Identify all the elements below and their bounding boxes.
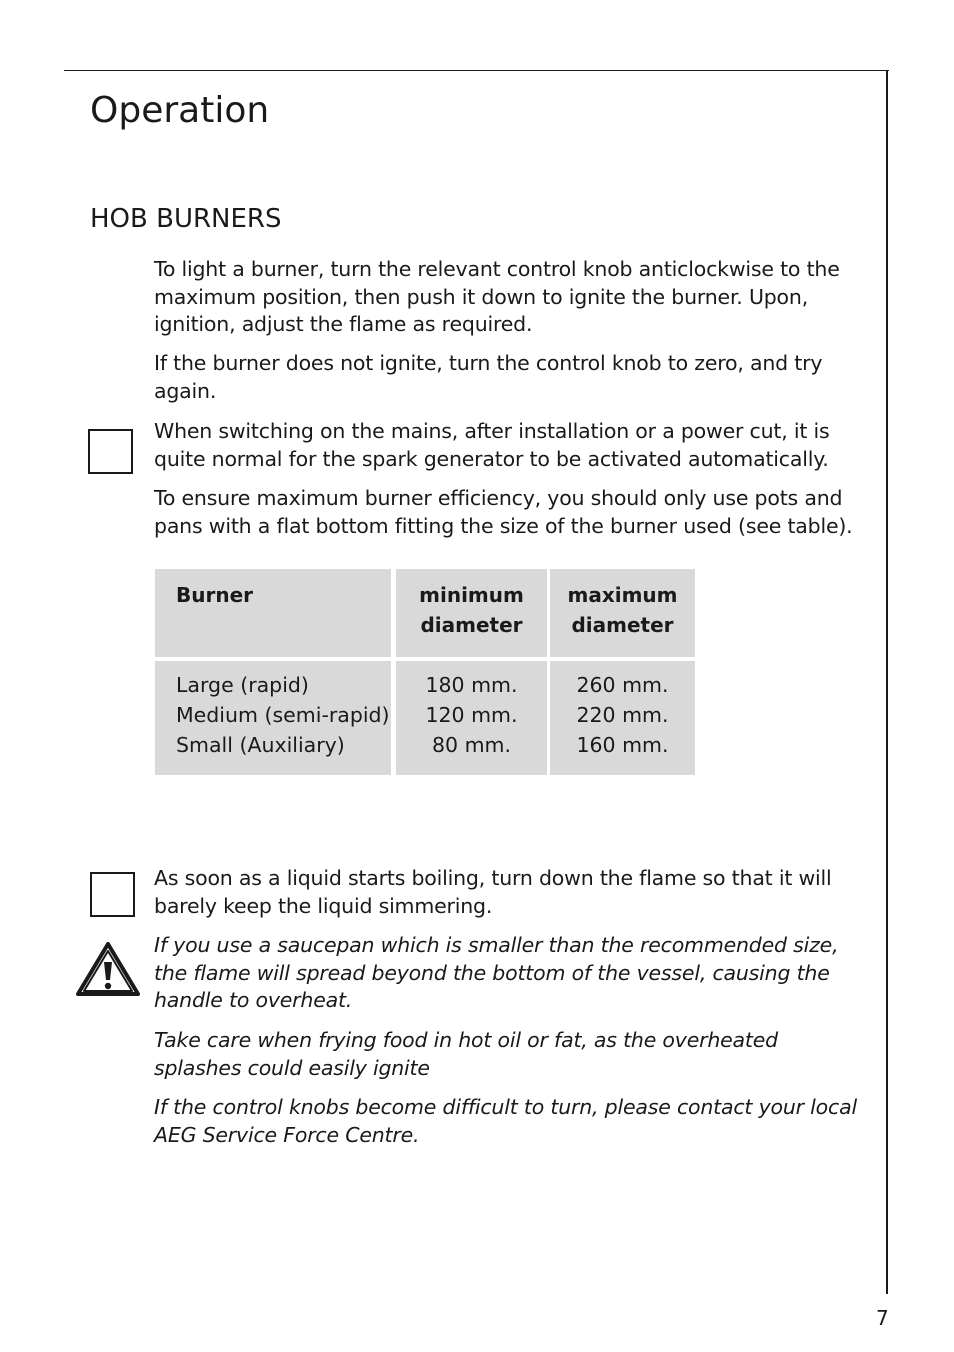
right-margin-rule — [886, 70, 888, 1294]
note-box-icon — [88, 429, 133, 474]
table-cell-max: 220 mm. — [576, 703, 669, 727]
warning-hot-oil: Take care when frying food in hot oil or fat, as the overheated splashes could easily ignite — [154, 1028, 778, 1080]
table-cell-max: 260 mm. — [576, 673, 669, 697]
page-title: Operation — [90, 90, 270, 131]
column-minimum-values — [396, 670, 547, 760]
header-max-line-1: maximum — [567, 583, 678, 607]
column-maximum-values — [550, 670, 695, 760]
header-maximum-diameter — [550, 580, 695, 640]
paragraph-retry: If the burner does not ignite, turn the control knob to zero, and try again. — [154, 351, 823, 403]
warning-triangle-icon — [74, 940, 142, 998]
table-cell-burner: Small (Auxiliary) — [176, 733, 345, 757]
header-min-line-2: diameter — [420, 613, 523, 637]
table-cell-burner: Medium (semi-rapid) — [176, 703, 390, 727]
page-number: 7 — [876, 1306, 889, 1330]
column-burner-names — [176, 670, 390, 760]
table-cell-max: 160 mm. — [576, 733, 669, 757]
header-burner: Burner — [176, 583, 254, 607]
header-minimum-diameter — [396, 580, 547, 640]
header-min-line-1: minimum — [419, 583, 524, 607]
paragraph-efficiency: To ensure maximum burner efficiency, you should only use pots and pans with a flat bottom fitting the size of the burner used (see table). — [154, 486, 853, 538]
table-cell-min: 180 mm. — [425, 673, 518, 697]
paragraph-simmering: As soon as a liquid starts boiling, turn down the flame so that it will barely keep the liquid simmering. — [154, 866, 832, 918]
paragraph-spark-generator: When switching on the mains, after installation or a power cut, it is quite normal for the spark generator to be activated automatically. — [154, 419, 830, 471]
section-heading: HOB BURNERS — [90, 204, 282, 234]
burner-table — [155, 569, 695, 775]
paragraph-lighting: To light a burner, turn the relevant control knob anticlockwise to the maximum position, then push it down to ignite the burner. Upon, ignition, adjust the flame as required. — [154, 257, 840, 336]
top-rule — [64, 70, 889, 71]
header-max-line-2: diameter — [571, 613, 674, 637]
table-cell-min: 120 mm. — [425, 703, 518, 727]
note-box-icon — [90, 872, 135, 917]
warning-service-contact: If the control knobs become difficult to turn, please contact your local AEG Service Force Centre. — [154, 1095, 857, 1147]
warning-small-saucepan: If you use a saucepan which is smaller than the recommended size, the flame will spread beyond the bottom of the vessel, causing the handle to overheat. — [154, 933, 839, 1012]
table-cell-burner: Large (rapid) — [176, 673, 309, 697]
table-cell-min: 80 mm. — [431, 733, 512, 757]
